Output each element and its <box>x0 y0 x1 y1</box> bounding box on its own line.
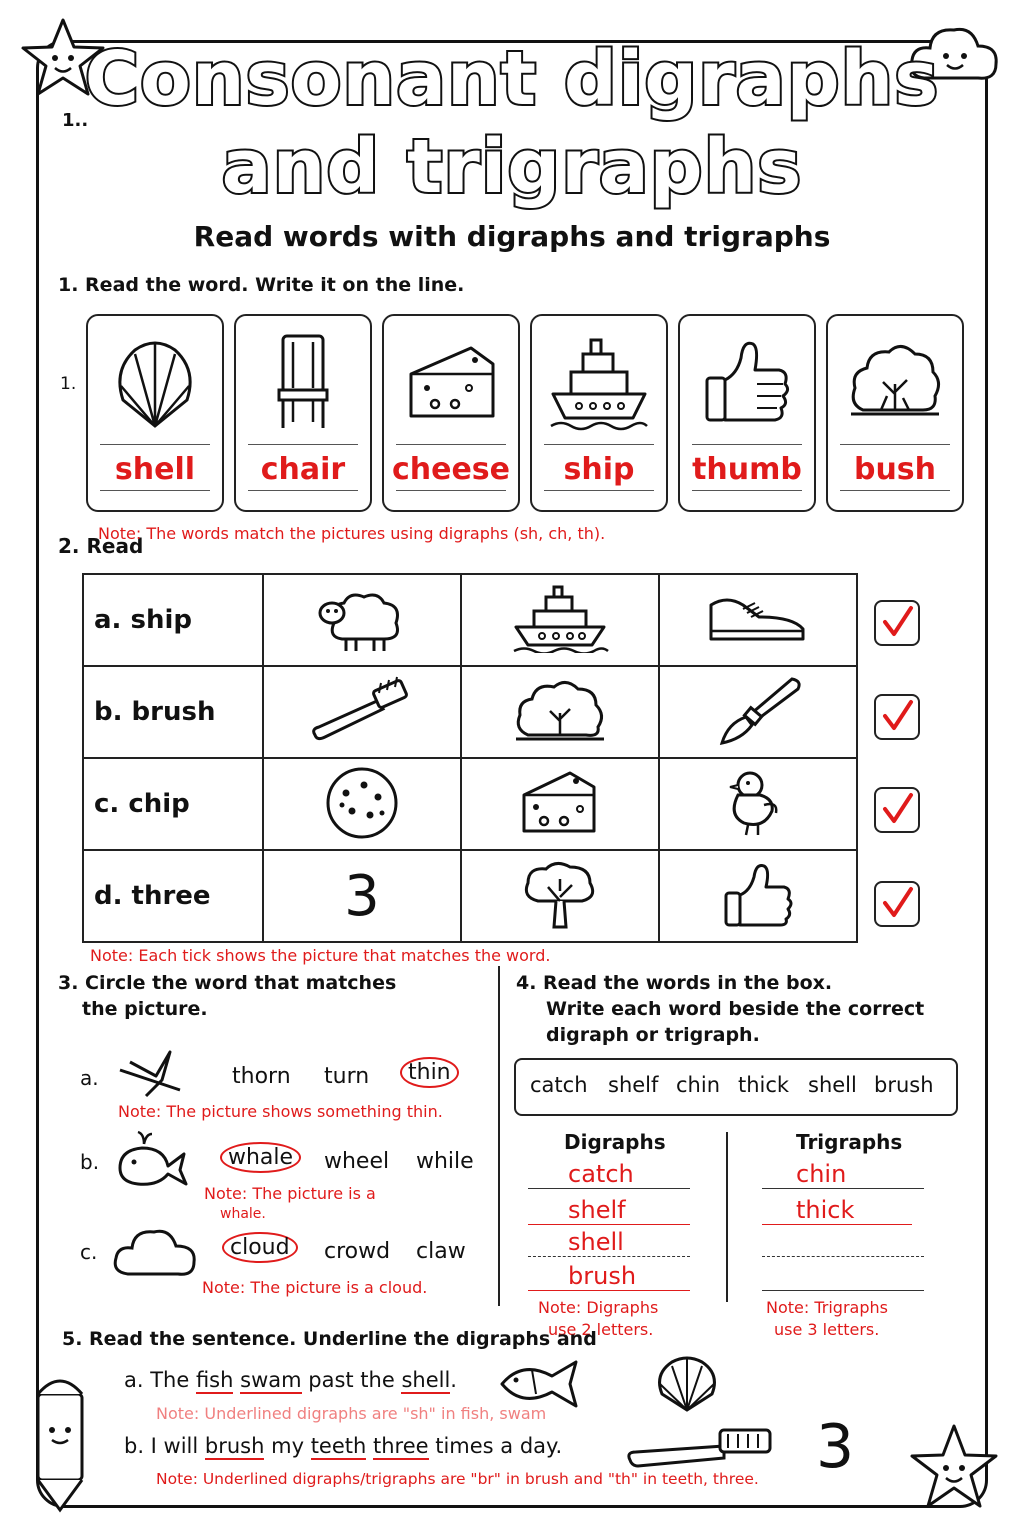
option-word[interactable]: crowd <box>324 1239 391 1264</box>
word-card <box>826 314 964 512</box>
shell-icon <box>105 330 205 434</box>
underlined-word: fish <box>195 1368 234 1392</box>
answer-word: cheese <box>391 452 511 487</box>
chick-icon <box>708 765 808 839</box>
section4-title-line3: digraph or trigraph. <box>546 1024 760 1046</box>
circled-option[interactable]: whale <box>220 1142 301 1173</box>
cheese-icon <box>401 330 501 434</box>
underlined-word: teeth <box>310 1434 367 1458</box>
column-divider <box>498 966 500 1306</box>
item-note: Note: The picture shows something thin. <box>118 1102 443 1121</box>
digraph-answer: shelf <box>568 1196 626 1224</box>
bush-icon <box>510 673 610 747</box>
sheep-icon <box>312 583 412 653</box>
item-label: b. <box>80 1150 100 1174</box>
page-title: Consonant digraphs <box>84 36 940 122</box>
sentence-b: b. I will brush my teeth three times a day. <box>124 1434 563 1458</box>
pencil-icon <box>22 1364 98 1514</box>
word-card <box>678 314 816 512</box>
option-word[interactable]: claw <box>416 1239 466 1264</box>
section1-row-label: 1. <box>60 374 77 394</box>
sentence-a: a. The fish swam past the shell. <box>124 1368 457 1392</box>
option-word[interactable]: thorn <box>232 1064 291 1089</box>
answer-word: chair <box>260 452 346 487</box>
item-note-line2: whale. <box>220 1206 266 1222</box>
ship-icon <box>510 583 610 653</box>
section2-title: 2. Read <box>58 534 144 558</box>
page-title-line2: and trigraphs <box>221 124 803 210</box>
word-bank-item: shell <box>808 1073 857 1097</box>
answer-word: thumb <box>692 452 802 487</box>
page-subtitle: Read words with digraphs and trigraphs <box>193 220 831 253</box>
item-note: Note: The picture is a cloud. <box>202 1278 428 1297</box>
section5-title: 5. Read the sentence. Underline the digraphs and <box>62 1328 597 1350</box>
chair-icon <box>253 330 353 434</box>
table-row <box>83 666 857 758</box>
thumb-icon <box>708 857 808 931</box>
section3-title: 3. Circle the word that matches <box>58 972 397 994</box>
table-row <box>83 758 857 850</box>
cheese-icon <box>510 765 610 839</box>
digraph-note-line2: use 2 letters. <box>548 1320 654 1339</box>
item-label: c. <box>80 1240 98 1264</box>
digraphs-header: Digraphs <box>564 1130 666 1154</box>
whale-icon <box>114 1130 190 1192</box>
row-word: d. three <box>83 850 263 942</box>
table-row <box>83 574 857 666</box>
row-word: a. ship <box>83 574 263 666</box>
circled-option[interactable]: cloud <box>222 1232 298 1263</box>
fish-icon <box>496 1356 588 1412</box>
digraph-note: Note: Digraphs <box>538 1298 659 1317</box>
match-table <box>82 573 858 943</box>
toothbrush-icon <box>624 1424 780 1472</box>
trigraph-note: Note: Trigraphs <box>766 1298 888 1317</box>
row-word: b. brush <box>83 666 263 758</box>
underlined-word: three <box>373 1434 429 1458</box>
digraph-answer: shell <box>568 1228 624 1256</box>
item-label: a. <box>80 1066 99 1090</box>
tree-icon <box>510 857 610 931</box>
check-mark-icon <box>879 791 915 827</box>
shell-icon <box>652 1352 722 1414</box>
item-note: Note: The picture is a <box>204 1184 376 1203</box>
toothbrush-icon <box>307 675 417 745</box>
section2-note: Note: Each tick shows the picture that matches the word. <box>90 946 551 965</box>
word-card <box>234 314 372 512</box>
option-word[interactable]: wheel <box>324 1149 390 1174</box>
underlined-word: shell <box>401 1368 451 1392</box>
word-bank-item: chin <box>676 1073 720 1097</box>
word-bank-item: thick <box>738 1073 790 1097</box>
word-bank-item: brush <box>874 1073 934 1097</box>
word-bank-box <box>514 1058 958 1116</box>
underlined-word: brush <box>204 1434 265 1458</box>
check-mark-icon <box>879 698 915 734</box>
trigraph-answer: thick <box>796 1196 855 1224</box>
section3-title-line2: the picture. <box>82 998 208 1020</box>
check-mark-box[interactable] <box>874 694 920 740</box>
trigraphs-header: Trigraphs <box>796 1130 903 1154</box>
word-bank-item: catch <box>530 1073 588 1097</box>
shoe-icon <box>703 583 813 653</box>
table-row <box>83 850 857 942</box>
word-card <box>530 314 668 512</box>
paintbrush-icon <box>708 673 808 747</box>
star-face-icon <box>906 1420 1002 1516</box>
circled-option[interactable]: thin <box>400 1057 459 1088</box>
option-word[interactable]: turn <box>324 1064 370 1089</box>
section1-title: 1. Read the word. Write it on the line. <box>58 274 465 296</box>
answer-column-divider <box>726 1132 728 1302</box>
digraph-answer: brush <box>568 1262 637 1290</box>
section4-title-line2: Write each word beside the correct <box>546 998 925 1020</box>
row-word: c. chip <box>83 758 263 850</box>
word-card <box>86 314 224 512</box>
check-mark-icon <box>879 885 915 921</box>
thumb-icon <box>697 330 797 434</box>
check-mark-box[interactable] <box>874 881 920 927</box>
sentence-a-note: Note: Underlined digraphs are "sh" in fish, swam <box>156 1404 547 1423</box>
check-mark-box[interactable] <box>874 600 920 646</box>
section4-title: 4. Read the words in the box. <box>516 972 833 994</box>
sentence-b-note: Note: Underlined digraphs/trigraphs are "br" in brush and "th" in teeth, three. <box>156 1470 759 1488</box>
word-card <box>382 314 520 512</box>
trigraph-answer: chin <box>796 1160 847 1188</box>
number-mark: 1.. <box>62 110 89 131</box>
digraph-answer: catch <box>568 1160 634 1188</box>
answer-word: bush <box>853 452 937 487</box>
check-mark-icon <box>879 604 915 640</box>
option-word[interactable]: while <box>416 1149 474 1174</box>
plane-icon <box>116 1040 186 1100</box>
underlined-word: swam <box>240 1368 302 1392</box>
answer-word: shell <box>114 452 196 487</box>
cloud-icon <box>110 1222 200 1280</box>
number-three-icon: 3 <box>344 863 380 929</box>
section1-note: Note: The words match the pictures using digraphs (sh, ch, th). <box>98 524 606 543</box>
number-three-icon: 3 <box>816 1412 855 1482</box>
bush-icon <box>845 330 945 434</box>
answer-word: ship <box>563 452 635 487</box>
ship-icon <box>549 330 649 434</box>
cookie-icon <box>312 765 412 839</box>
check-mark-box[interactable] <box>874 787 920 833</box>
word-bank-item: shelf <box>608 1073 659 1097</box>
trigraph-note-line2: use 3 letters. <box>774 1320 880 1339</box>
